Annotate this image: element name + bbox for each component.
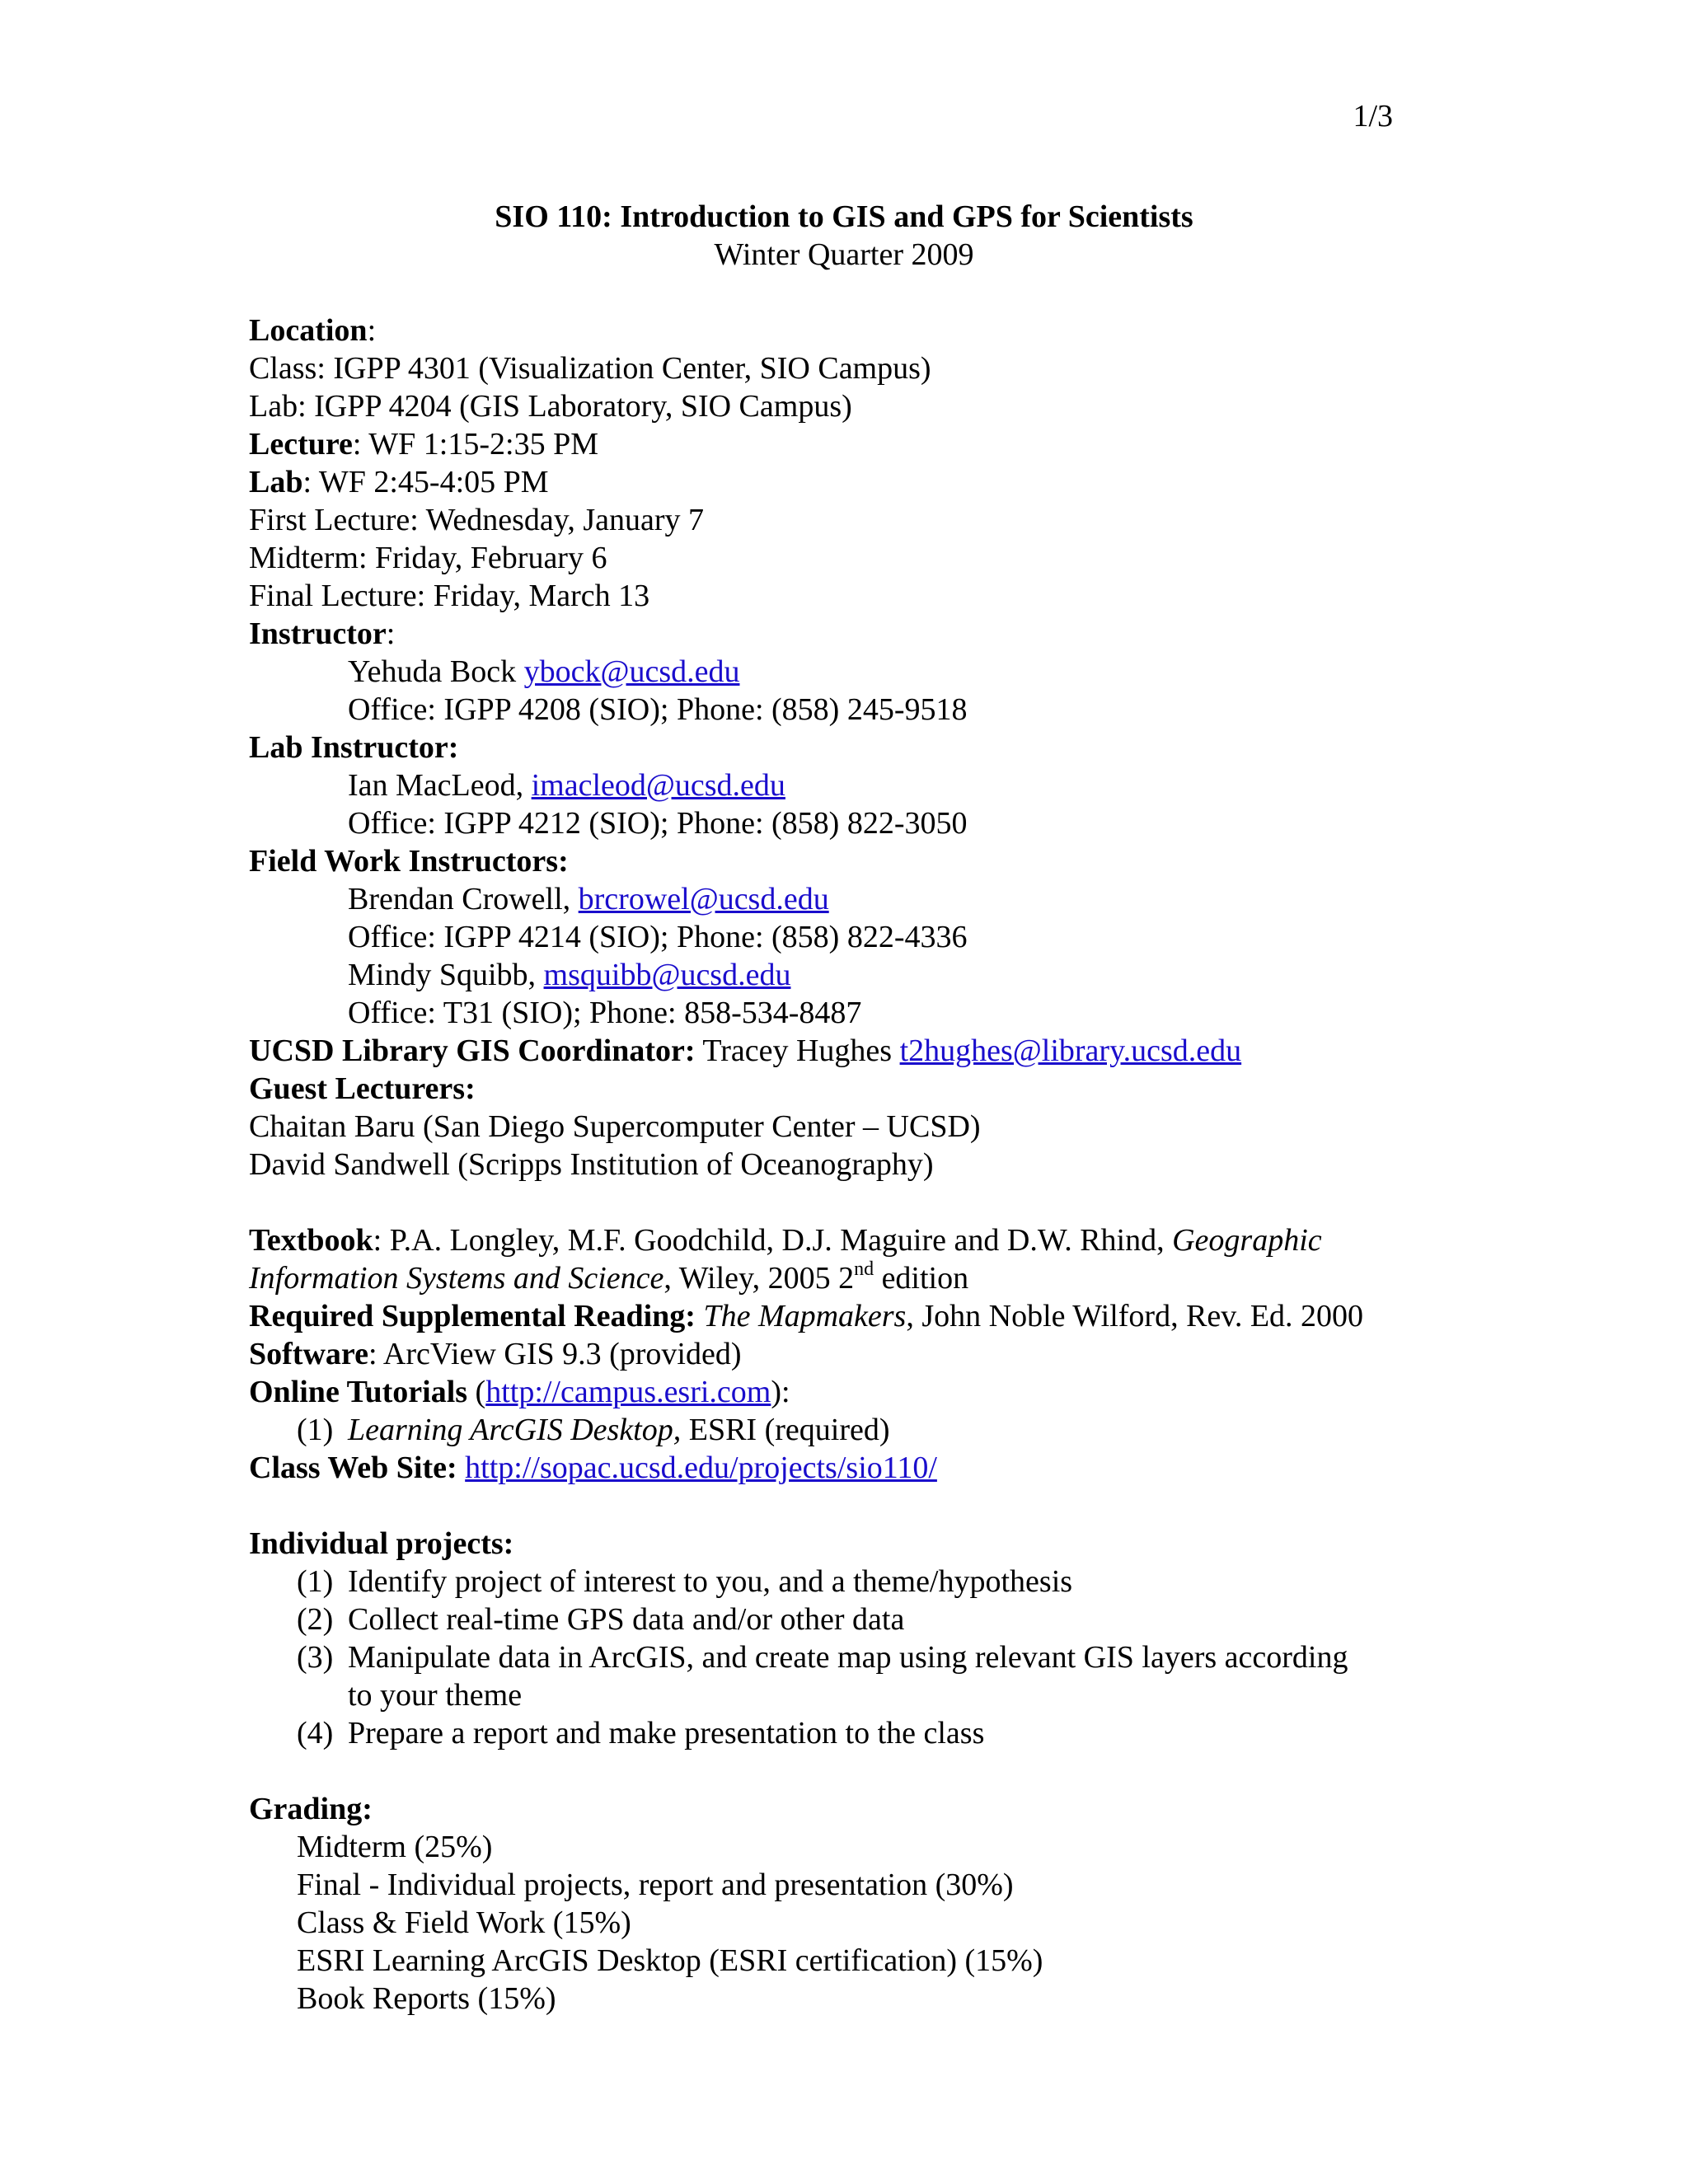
textbook-line-2: Information Systems and Science, Wiley, 2005 2nd edition	[249, 1258, 969, 1296]
location-class: Class: IGPP 4301 (Visualization Center, SIO Campus)	[249, 351, 931, 386]
final-lecture-date: Final Lecture: Friday, March 13	[249, 579, 650, 613]
guest-lecturers-heading: Guest Lecturers:	[249, 1071, 476, 1106]
project-item-continuation: to your theme	[348, 1678, 523, 1713]
library-coordinator-email-link[interactable]: t2hughes@library.ucsd.edu	[899, 1033, 1242, 1068]
project-item: (3) Manipulate data in ArcGIS, and create map using relevant GIS layers according	[297, 1640, 1348, 1675]
lab-instructor-office: Office: IGPP 4212 (SIO); Phone: (858) 822-3050	[348, 806, 968, 841]
lab-instructor-heading: Lab Instructor:	[249, 730, 459, 765]
field-instructor-2-office: Office: T31 (SIO); Phone: 858-534-8487	[348, 996, 862, 1030]
grading-item: Final - Individual projects, report and presentation (30%)	[297, 1868, 1014, 1902]
field-work-heading: Field Work Instructors:	[249, 844, 569, 879]
textbook-line-1: Textbook: P.A. Longley, M.F. Goodchild, D.J. Maguire and D.W. Rhind, Geographic	[249, 1223, 1322, 1258]
projects-heading: Individual projects:	[249, 1526, 514, 1561]
syllabus-body	[249, 312, 1469, 2018]
grading-item: ESRI Learning ArcGIS Desktop (ESRI certification) (15%)	[297, 1943, 1043, 1978]
location-heading: Location:	[249, 313, 377, 348]
project-item: (1) Identify project of interest to you, and a theme/hypothesis	[297, 1564, 1073, 1599]
field-instructor-2-email-link[interactable]: msquibb@ucsd.edu	[543, 958, 791, 992]
page-title: SIO 110: Introduction to GIS and GPS for Scientists	[495, 199, 1193, 234]
lab-instructor-email-link[interactable]: imacleod@ucsd.edu	[531, 768, 785, 803]
midterm-date: Midterm: Friday, February 6	[249, 541, 607, 575]
grading-heading: Grading:	[249, 1792, 373, 1826]
grading-item: Book Reports (15%)	[297, 1981, 556, 2016]
instructor-heading: Instructor:	[249, 616, 396, 651]
lab-time: Lab: WF 2:45-4:05 PM	[249, 465, 549, 499]
instructor-contact: Yehuda Bock ybock@ucsd.edu	[348, 654, 740, 689]
spacer	[249, 1183, 1469, 1221]
class-website-line: Class Web Site: http://sopac.ucsd.edu/projects/sio110/	[249, 1451, 937, 1485]
field-instructor-1-email-link[interactable]: brcrowel@ucsd.edu	[578, 882, 829, 916]
software-line: Software: ArcView GIS 9.3 (provided)	[249, 1337, 742, 1371]
lecture-time: Lecture: WF 1:15-2:35 PM	[249, 427, 598, 462]
spacer	[249, 1487, 1469, 1525]
field-instructor-1-contact: Brendan Crowell, brcrowel@ucsd.edu	[348, 882, 829, 916]
project-item: (4) Prepare a report and make presentation to the class	[297, 1716, 985, 1750]
guest-lecturer-2: David Sandwell (Scripps Institution of Oceanography)	[249, 1147, 934, 1182]
class-website-link[interactable]: http://sopac.ucsd.edu/projects/sio110/	[465, 1451, 937, 1485]
tutorial-item: (1) Learning ArcGIS Desktop, ESRI (required)	[297, 1413, 890, 1447]
instructor-email-link[interactable]: ybock@ucsd.edu	[523, 654, 740, 689]
supplemental-reading: Required Supplemental Reading: The Mapmakers, John Noble Wilford, Rev. Ed. 2000	[249, 1299, 1364, 1333]
guest-lecturer-1: Chaitan Baru (San Diego Supercomputer Center – UCSD)	[249, 1109, 981, 1144]
field-instructor-1-office: Office: IGPP 4214 (SIO); Phone: (858) 822-4336	[348, 920, 968, 954]
page-number: 1/3	[1353, 99, 1393, 134]
spacer	[249, 1752, 1469, 1790]
location-lab: Lab: IGPP 4204 (GIS Laboratory, SIO Campus)	[249, 389, 852, 424]
online-tutorials-line: Online Tutorials (http://campus.esri.com):	[249, 1375, 790, 1409]
lab-instructor-contact: Ian MacLeod, imacleod@ucsd.edu	[348, 768, 785, 803]
grading-item: Midterm (25%)	[297, 1830, 493, 1864]
grading-item: Class & Field Work (15%)	[297, 1905, 631, 1940]
field-instructor-2-contact: Mindy Squibb, msquibb@ucsd.edu	[348, 958, 791, 992]
page-subtitle: Winter Quarter 2009	[714, 237, 974, 272]
first-lecture-date: First Lecture: Wednesday, January 7	[249, 503, 705, 537]
project-item: (2) Collect real-time GPS data and/or other data	[297, 1602, 905, 1637]
title-block	[0, 198, 1688, 274]
instructor-office: Office: IGPP 4208 (SIO); Phone: (858) 245-9518	[348, 692, 968, 727]
esri-campus-link[interactable]: http://campus.esri.com	[485, 1375, 771, 1409]
library-coordinator: UCSD Library GIS Coordinator: Tracey Hughes t2hughes@library.ucsd.edu	[249, 1033, 1242, 1068]
